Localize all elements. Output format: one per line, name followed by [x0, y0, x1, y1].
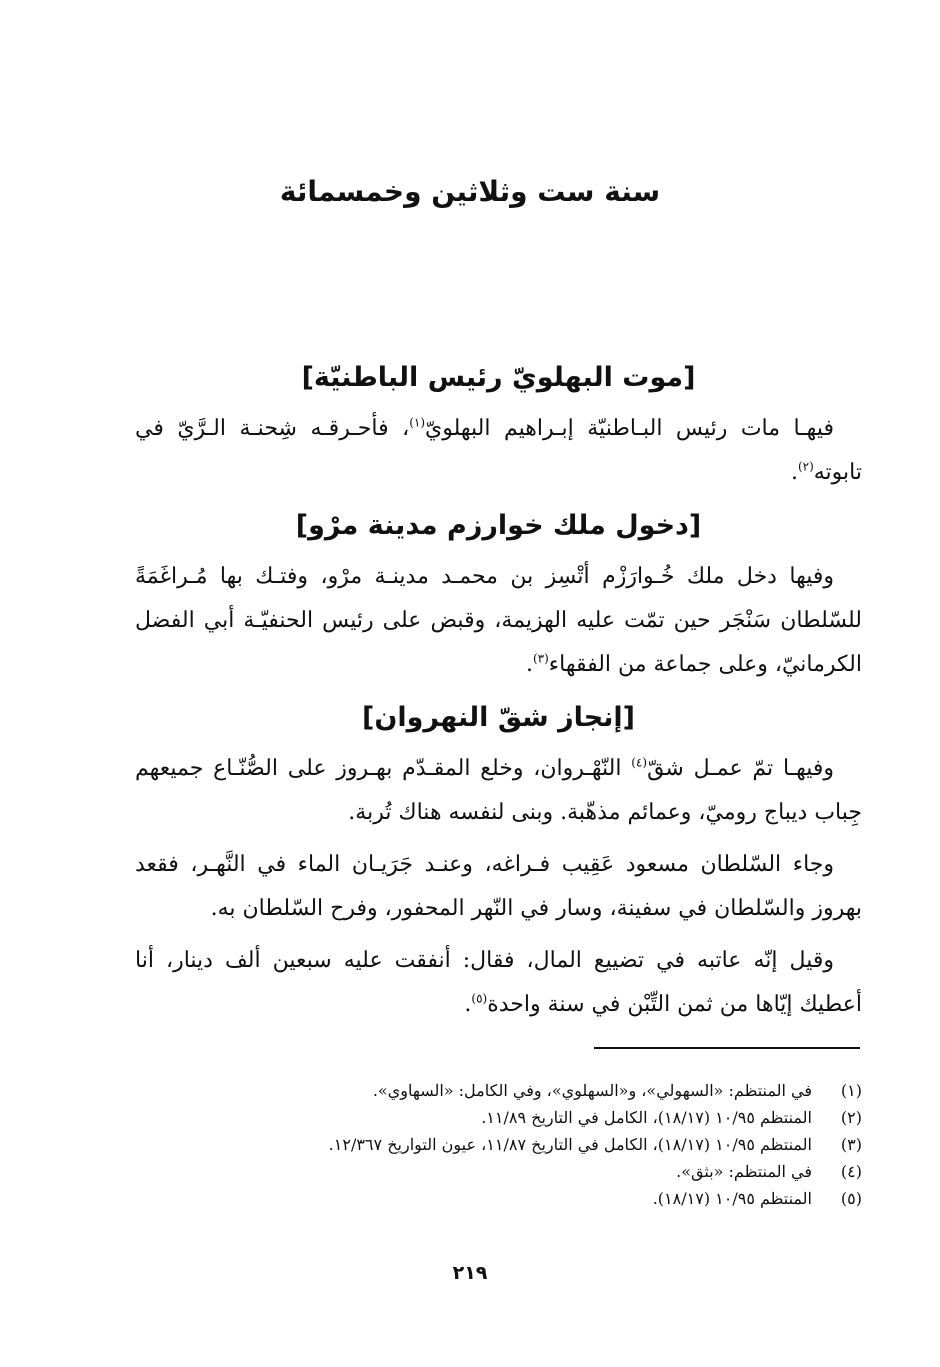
section-heading: [موت البهلويّ رئيس الباطنيّة] — [301, 362, 696, 393]
footnote-separator — [594, 1047, 860, 1049]
paragraph — [135, 555, 862, 687]
section-heading: [إنجاز شقّ النهروان] — [361, 702, 636, 733]
text-run: . — [525, 652, 533, 677]
footnote-text: المنتظم ١٠/٩٥ (١٨/١٧)، الكامل في التاريخ ١١/٨٩. — [481, 1108, 812, 1127]
main-text — [135, 355, 862, 1035]
footnote-ref: (٤) — [631, 755, 648, 770]
footnote — [140, 1158, 862, 1185]
text-run: فيهـا مات رئيس البـاطنيّة إبـراهيم البهلويّ — [425, 416, 834, 441]
footnote-number: (٣) — [840, 1135, 862, 1154]
paragraph — [135, 407, 862, 495]
paragraph — [135, 939, 862, 1027]
footnote-number: (٥) — [840, 1189, 862, 1208]
paragraph — [135, 843, 862, 931]
footnote-number: (٢) — [840, 1108, 862, 1127]
footnote — [140, 1185, 862, 1212]
text-run: وفيها دخل ملك خُـوارَزْم أتْسِز بن محمـد مدينـة مرْو، وفتـك بها مُـراغَمَةً للسّلطان سَنْجَر حين تمّت عليه الهزيمة، وقبض على رئيس الحنفيّـة أبي الفضل الكرمانيّ، وعلى جماعة من الفقهاء — [135, 564, 862, 677]
text-run: . — [790, 460, 798, 485]
text-run: . — [464, 992, 472, 1017]
footnote-ref: (٢) — [797, 459, 814, 474]
footnote-text: المنتظم ١٠/٩٥ (١٨/١٧)، الكامل في التاريخ ١١/٨٧، عيون التواريخ ١٢/٣٦٧. — [328, 1135, 812, 1154]
footnote-number: (٤) — [840, 1162, 862, 1181]
text-run: ، فأحـرقـه شِحنـة الـرَّيّ في تابوته — [135, 416, 862, 485]
footnote — [140, 1131, 862, 1158]
footnote-ref: (٣) — [532, 651, 549, 666]
footnote — [140, 1077, 862, 1104]
footnote-ref: (٥) — [471, 991, 488, 1006]
text-run: وجاء السّلطان مسعود عَقِيب فـراغه، وعنـد جَرَيـان الماء في النَّهـر، فقعد بهروز والسّلطان في سفينة، وسار في النّهر المحفور، وفرح السّلطان به. — [135, 852, 862, 921]
footnote-text: في المنتظم: «السهولي»، و«السهلوي»، وفي الكامل: «السهاوي». — [372, 1081, 812, 1100]
footnote-text: في المنتظم: «بثق». — [676, 1162, 812, 1181]
text-run: وقيل إنّه عاتبه في تضييع المال، فقال: أنفقت عليه سبعين ألف دينار، أنا أعطيك إيّاها من ثمن التِّبْن في سنة واحدة — [135, 948, 862, 1017]
text-run: وفيهـا تمّ عمـل شقّ — [647, 756, 835, 781]
page-number: ٢١٩ — [452, 1262, 488, 1284]
footnotes-list — [140, 1077, 862, 1212]
footnote-ref: (١) — [409, 415, 426, 430]
footnote — [140, 1104, 862, 1131]
page-title: سنة ست وثلاثين وخمسمائة — [279, 175, 661, 208]
section — [135, 355, 862, 495]
section-heading: [دخول ملك خوارزم مدينة مرْو] — [295, 510, 702, 541]
paragraph — [135, 747, 862, 835]
text-run: النّهْـروان، وخلع المقـدّم بهـروز على الصُّنّـاع جميعهم جِباب ديباج روميّ، وعمائم مذهّبة. وبنى لنفسه هناك تُربة. — [135, 756, 862, 825]
footnote-number: (١) — [840, 1081, 862, 1100]
section — [135, 695, 862, 1027]
section — [135, 503, 862, 687]
footnote-text: المنتظم ١٠/٩٥ (١٨/١٧). — [652, 1189, 812, 1208]
